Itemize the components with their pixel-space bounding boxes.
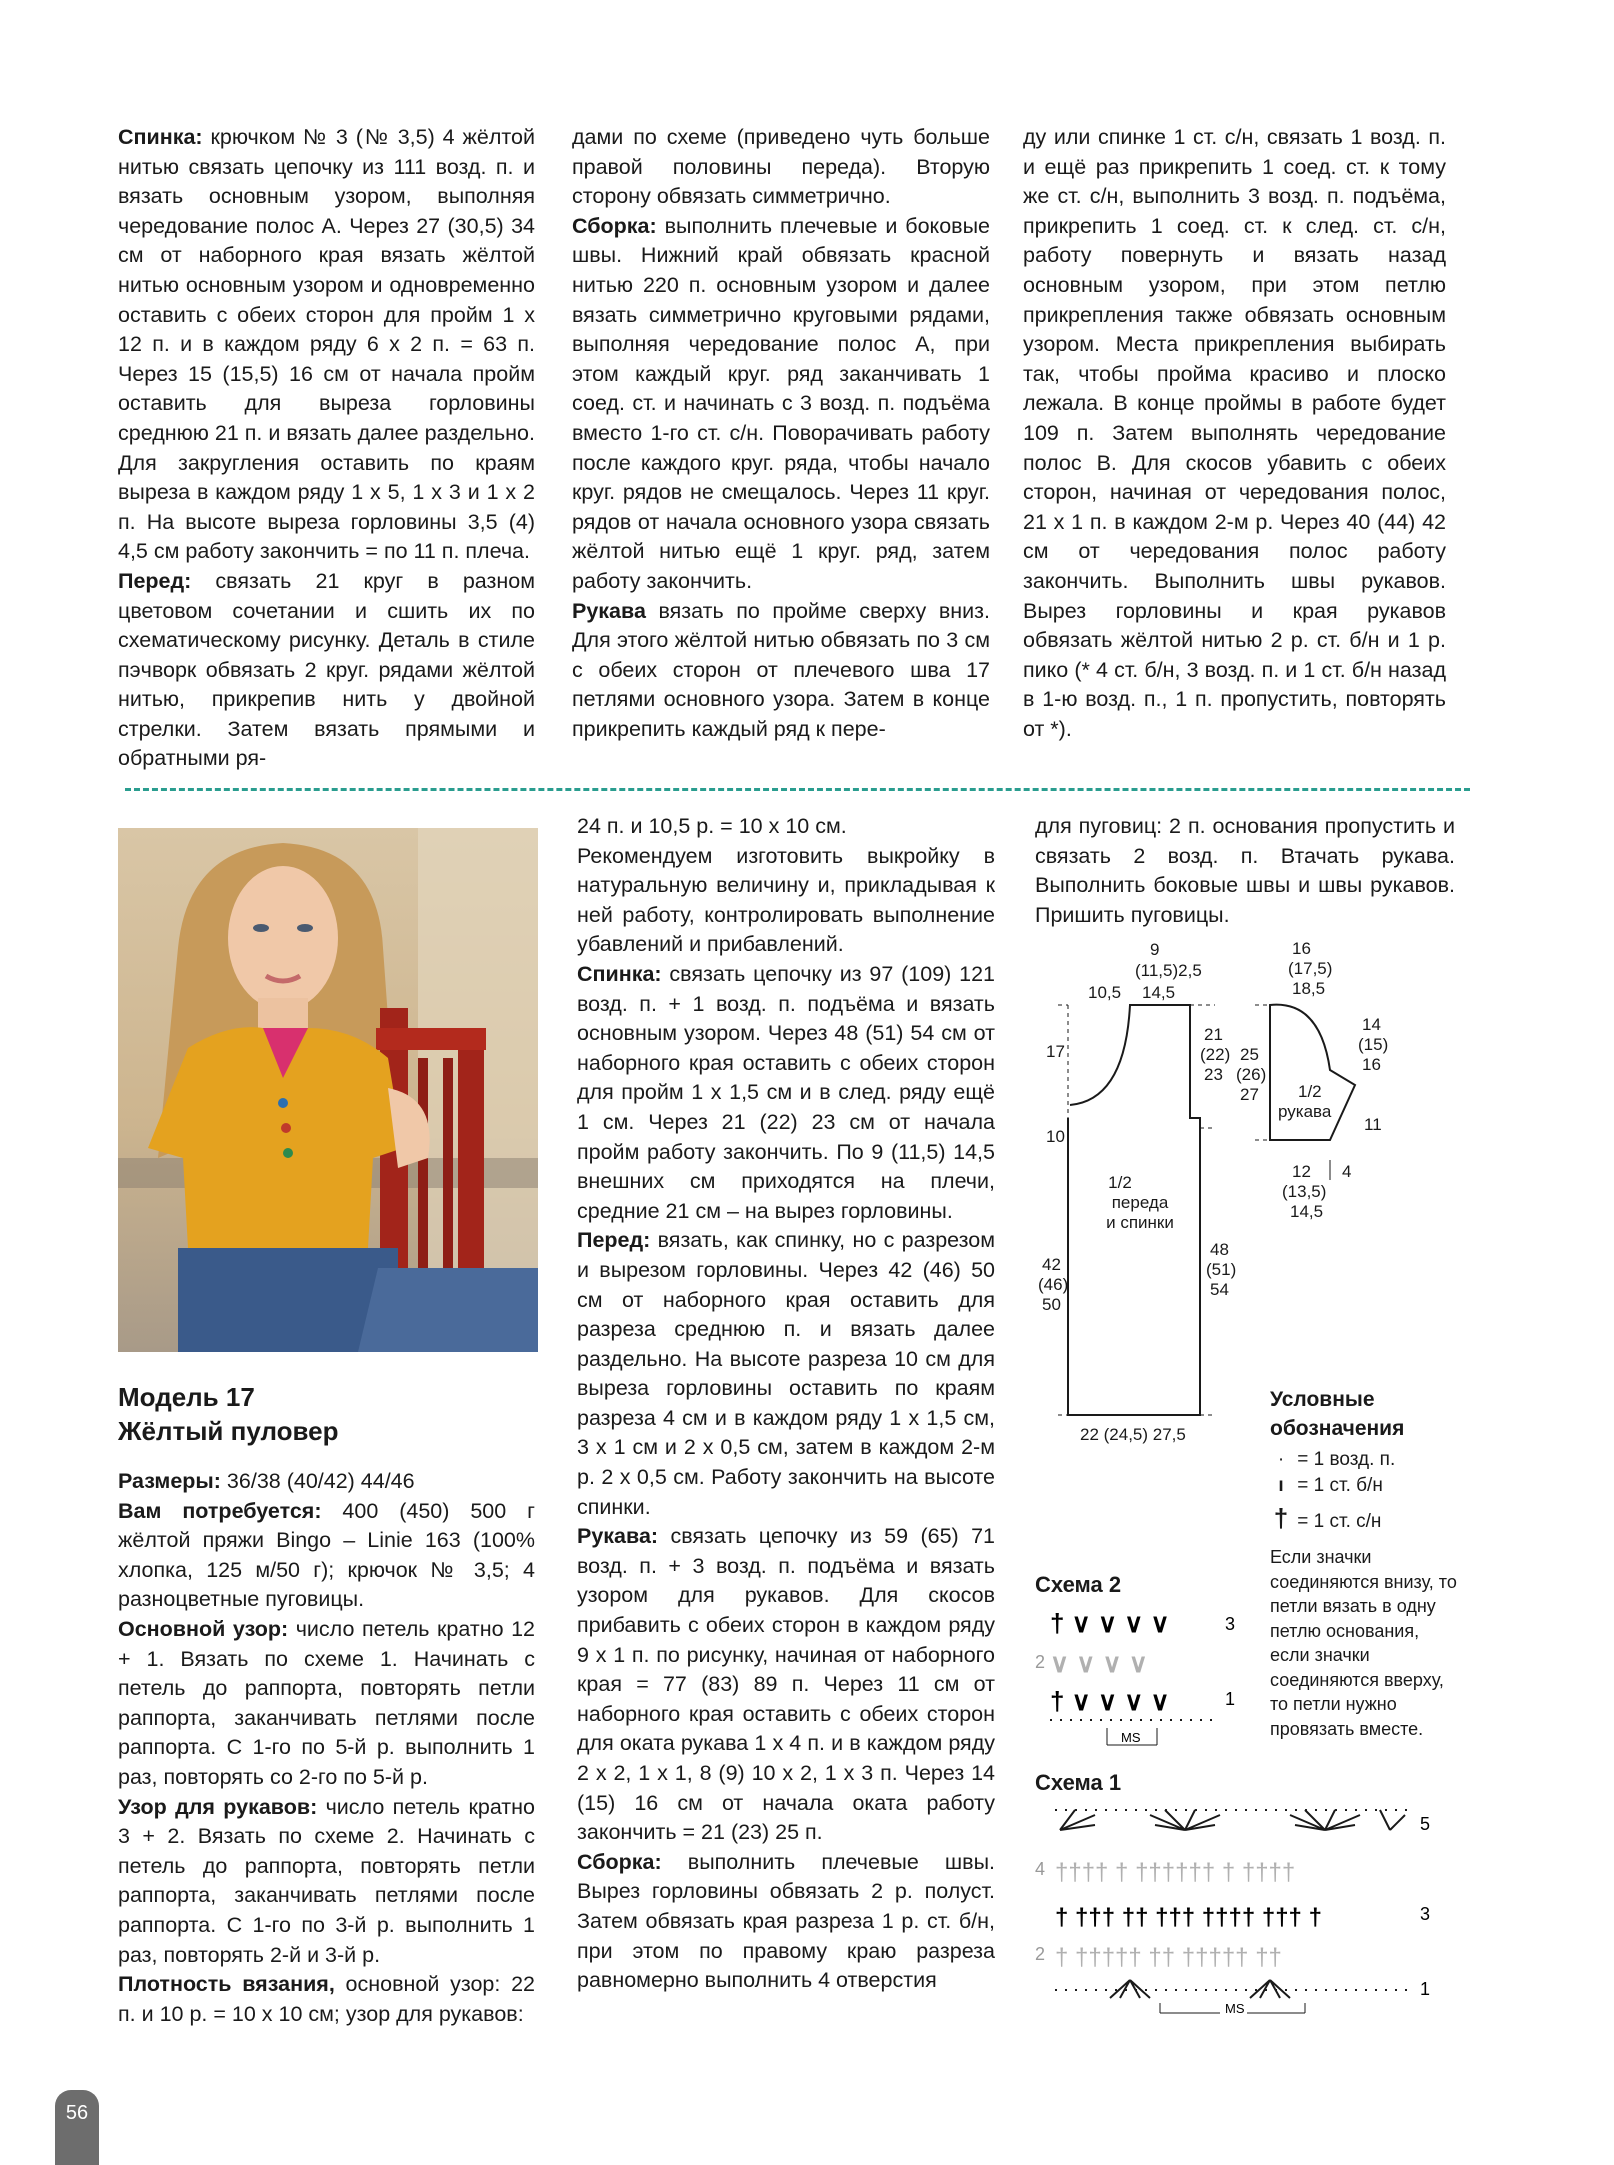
paragraph: [118, 567, 535, 774]
paragraph-text: для пуговиц: 2 п. основания пропустить и связать 2 возд. п. Втачать рукава. Выполнить боковые швы и швы рукавов. Пришить пуговицы.: [1035, 814, 1455, 927]
svg-text:переда: переда: [1111, 1193, 1169, 1212]
svg-text:3: 3: [1420, 1904, 1431, 1924]
svg-text:1: 1: [1420, 1979, 1431, 1999]
paragraph: [577, 842, 995, 960]
svg-text:† ††† †† ††† †††† ††† †: † ††† †† ††† †††† ††† †: [1055, 1904, 1322, 1931]
paragraph: [577, 812, 995, 842]
paragraph: [118, 1793, 535, 1971]
page-number: 56: [55, 2090, 99, 2165]
svg-text:(46): (46): [1038, 1275, 1069, 1294]
svg-text:†††† † †††††† † ††††: †††† † †††††† † ††††: [1055, 1859, 1296, 1886]
paragraph-heading: Вам потребуется:: [118, 1498, 322, 1523]
model-title: Модель 17 Жёлтый пуловер: [118, 1382, 339, 1446]
top-column-1: [118, 123, 535, 774]
svg-text:10,5: 10,5: [1088, 983, 1122, 1002]
paragraph: [577, 1226, 995, 1522]
svg-text:(26): (26): [1236, 1065, 1267, 1084]
paragraph-heading: Рукава:: [577, 1524, 659, 1549]
scheme-2-chart: [1035, 1600, 1255, 1750]
paragraph-heading: Рукава: [572, 598, 646, 623]
svg-text:2: 2: [1035, 1652, 1046, 1672]
paragraph-text: число петель кратно 12 + 1. Вязать по схеме 1. Начинать с петель до раппорта, повторять петли раппорта, заканчивать петлями после раппорта. С 1-го по 5-й р. выполнить 1 раз, повторять со 2-го по 5-й р.: [118, 1616, 535, 1789]
svg-text:(13,5): (13,5): [1282, 1182, 1327, 1201]
paragraph-text: 400 (450) 500 г жёлтой пряжи Bingo – Linie 163 (100% хлопка, 125 м/50 г); крючок № 3,5; 4 разноцветные пуговицы.: [118, 1498, 535, 1612]
svg-text:(17,5): (17,5): [1288, 959, 1333, 978]
svg-text:∨ ∨ ∨ ∨: ∨ ∨ ∨ ∨: [1050, 1648, 1148, 1678]
paragraph-text: крючком № 3 (№ 3,5) 4 жёлтой нитью связать цепочку из 111 возд. п. и вязать основным узором, выполняя чередование полос А. Через 27 (30,5) 34 см от наборного края вязать жёлтой нитью основным узором и одновременно оставить с обеих сторон для пройм 1 х 12 п. и в каждом ряду 6 х 2 п. = 63 п. Через 15 (15,5) 16 см от начала пройм оставить для выреза горловины среднюю 21 п. и вязать далее раздельно. Для закругления оставить по краям выреза в каждом ряду 1 х 5, 1 х 3 и 1 х 2 п. На высоте выреза горловины 3,5 (4) 4,5 см работу закончить = по 11 п. плеча.: [118, 125, 535, 564]
paragraph: [572, 123, 990, 212]
paragraph-text: 36/38 (40/42) 44/46: [220, 1469, 415, 1493]
svg-text:25: 25: [1240, 1045, 1259, 1064]
svg-text:1: 1: [1225, 1689, 1236, 1709]
svg-text:14,5: 14,5: [1290, 1202, 1324, 1221]
svg-text:и спинки: и спинки: [1106, 1213, 1174, 1232]
paragraph-text: связать цепочку из 97 (109) 121 возд. п. + 1 возд. п. подъёма и вязать основным узором. Через 48 (51) 54 см от наборного края оставить с обеих сторон для пройм 1 х 1,5 см и в след. ряду ещё 1 см. Через 21 (22) 23 см от начала пройм работу закончить. По 9 (11,5) 14,5 внешних см приходятся на плечи, средние 21 см – на вырез горловины.: [577, 961, 995, 1223]
svg-text:4: 4: [1035, 1859, 1046, 1879]
svg-text:23: 23: [1204, 1065, 1223, 1084]
double-crochet-icon: †: [1273, 1503, 1289, 1533]
paragraph-text: основной узор: 22 п. и 10 р. = 10 х 10 см; узор для рукавов:: [118, 1972, 536, 2026]
svg-text:4: 4: [1342, 1162, 1352, 1181]
paragraph-text: выполнить плечевые швы. Вырез горловины обвязать 2 р. полуст. Затем обвязать края разреза 1 р. ст. б/н, при этом по правому краю разреза равномерно выполнить 4 отверстия: [577, 1849, 995, 1993]
scheme-2-label: Схема 2: [1035, 1572, 1122, 1597]
svg-text:† ††††† †† ††††† ††: † ††††† †† ††††† ††: [1055, 1944, 1282, 1971]
bottom-column-3: [1035, 812, 1455, 930]
paragraph-heading: Основной узор:: [118, 1616, 289, 1641]
single-crochet-icon: ı: [1278, 1475, 1284, 1496]
svg-text:† ∨ ∨ ∨ ∨: † ∨ ∨ ∨ ∨: [1050, 1686, 1170, 1716]
svg-text:2: 2: [1035, 1944, 1046, 1964]
svg-text:11: 11: [1364, 1115, 1382, 1134]
svg-text:22 (24,5) 27,5: 22 (24,5) 27,5: [1080, 1425, 1186, 1444]
bottom-column-1: [118, 1467, 535, 2029]
paragraph: [118, 123, 535, 567]
svg-text:14: 14: [1362, 1015, 1381, 1034]
svg-text:21: 21: [1204, 1025, 1223, 1044]
svg-text:54: 54: [1210, 1280, 1229, 1299]
paragraph: [118, 1615, 535, 1793]
bottom-column-2: [577, 812, 995, 1996]
svg-text:42: 42: [1042, 1255, 1061, 1274]
svg-text:50: 50: [1042, 1295, 1061, 1314]
paragraph-heading: Узор для рукавов:: [118, 1794, 318, 1819]
paragraph: [577, 960, 995, 1226]
paragraph-text: связать цепочку из 59 (65) 71 возд. п. + 3 возд. п. подъёма и вязать узором для рукавов. Для скосов прибавить с обеих сторон в каждом ряду 9 х 1 п. по рисунку, начиная от наборного края = 77 (83) 89 п. Через 11 см от наборного края оставить с обеих сторон для оката рукава 1 х 4 п. и в каждом ряду 2 х 2, 1 х 1, 8 (9) 10 х 2, 1 х 3 п. Через 14 (15) 16 см от начала оката работу закончить = 21 (23) 25 п.: [577, 1524, 995, 1845]
paragraph: [118, 1970, 535, 2029]
svg-text:18,5: 18,5: [1292, 979, 1326, 998]
paragraph: [118, 1467, 535, 1497]
paragraph: [577, 1522, 995, 1848]
paragraph-text: 24 п. и 10,5 р. = 10 х 10 см.: [577, 814, 847, 838]
svg-text:10: 10: [1046, 1127, 1065, 1146]
paragraph: [572, 212, 990, 597]
svg-text:(22): (22): [1200, 1045, 1231, 1064]
paragraph-heading: Сборка:: [577, 1849, 662, 1874]
svg-text:5: 5: [1420, 1814, 1431, 1834]
top-column-2: [572, 123, 990, 744]
paragraph-heading: Перед:: [118, 568, 192, 593]
paragraph-text: дами по схеме (приведено чуть больше правой половины переда). Вторую сторону обвязать симметрично.: [572, 125, 990, 209]
paragraph: [1035, 812, 1455, 930]
paragraph-heading: Плотность вязания,: [118, 1972, 335, 1997]
paragraph: [1023, 123, 1446, 744]
top-column-3: [1023, 123, 1446, 744]
svg-text:MS: MS: [1121, 1730, 1141, 1745]
paragraph-text: ду или спинке 1 ст. с/н, связать 1 возд. п. и ещё раз прикрепить 1 соед. ст. к тому же ст. с/н, выполнить 3 возд. п. подъёма, прикрепить 1 соед. ст. к след. ст. с/н, работу повернуть и вязать назад основным узором, при этом петлю прикрепления также обвязать основным узором. Места прикрепления выбирать так, чтобы пройма красиво и плоско лежала. В конце проймы в работе будет 109 п. Затем выполнять чередование полос В. Для скосов убавить с обеих сторон, начиная от чередования полос, 21 х 1 п. в каждом 2-м р. Через 40 (44) 42 см от чередования полос работу закончить. Выполнить швы рукавов. Вырез горловины и края рукавов обвязать жёлтой нитью 2 р. ст. б/н и 1 р. пико (* 4 ст. б/н, 3 возд. п. и 1 ст. б/н назад в 1-ю возд. п., 1 п. пропустить, повторять от *).: [1023, 125, 1446, 741]
svg-text:48: 48: [1210, 1240, 1229, 1259]
svg-text:9: 9: [1150, 940, 1160, 959]
paragraph-heading: Перед:: [577, 1228, 651, 1253]
svg-text:(15): (15): [1358, 1035, 1389, 1054]
svg-text:(11,5)2,5: (11,5)2,5: [1135, 961, 1202, 980]
svg-text:(51): (51): [1206, 1260, 1237, 1279]
svg-text:3: 3: [1225, 1614, 1236, 1634]
svg-text:1/2: 1/2: [1298, 1082, 1322, 1101]
paragraph-text: Рекомендуем изготовить выкройку в натуральную величину и, прикладывая к ней работу, контролировать выполнение убавлений и прибавлений.: [577, 843, 995, 957]
paragraph-heading: Размеры:: [118, 1469, 221, 1493]
paragraph: [572, 597, 990, 745]
paragraph-text: вязать по пройме сверху вниз. Для этого жёлтой нитью обвязать по 3 см с обеих сторон от плечевого шва 17 петлями основного узора. Затем в конце прикрепить каждый ряд к пере-: [572, 598, 990, 741]
svg-text:16: 16: [1292, 940, 1311, 958]
pattern-diagram: [1030, 940, 1450, 1460]
svg-text:12: 12: [1292, 1162, 1311, 1181]
svg-text:† ∨ ∨ ∨ ∨: † ∨ ∨ ∨ ∨: [1050, 1608, 1170, 1638]
model-photo: [118, 828, 538, 1352]
chain-stitch-icon: ·: [1277, 1449, 1285, 1470]
scheme-1-chart: [1035, 1800, 1435, 2015]
paragraph-text: вязать, как спинку, но с разрезом и вырезом горловины. Через 42 (46) 50 см от наборного края оставить для разреза среднюю п. и вязать далее раздельно. На высоте разреза 10 см для выреза горловины оставить по краям разреза 4 см и в каждом ряду 1 х 1,5 см, 3 х 1 см и 2 х 0,5 см, затем в каждом 2-м р. 2 х 0,5 см. Работу закончить на высоте спинки.: [577, 1228, 995, 1519]
paragraph-heading: Сборка:: [572, 213, 657, 238]
paragraph-text: число петель кратно 3 + 2. Вязать по схеме 2. Начинать с петель до раппорта, повторять петли раппорта, заканчивать петлями после раппорта. С 1-го по 3-й р. выполнить 1 раз, повторять 2-й и 3-й р.: [118, 1794, 535, 1967]
scheme-1-label: Схема 1: [1035, 1770, 1122, 1795]
paragraph-heading: Спинка:: [118, 125, 203, 149]
svg-text:рукава: рукава: [1278, 1102, 1332, 1121]
paragraph-heading: Спинка:: [577, 961, 662, 986]
paragraph-text: связать 21 круг в разном цветовом сочетании и сшить их по схематическому рисунку. Деталь в стиле пэчворк обвязать 2 круг. рядами жёлтой нитью, прикрепив нить у двойной стрелки. Затем вязать прямыми и обратными ря-: [118, 568, 535, 771]
svg-text:14,5: 14,5: [1142, 983, 1176, 1002]
svg-text:17: 17: [1046, 1042, 1065, 1061]
svg-text:MS: MS: [1225, 2001, 1245, 2015]
svg-text:16: 16: [1362, 1055, 1381, 1074]
paragraph: [118, 1497, 535, 1615]
paragraph: [577, 1848, 995, 1996]
legend: Условные обозначения · = 1 возд. п. ı = 1 ст. б/н † = 1 ст. с/н Если значки соединяются внизу, то петли вязать в одну петлю основания, если значки соединяются вверху, то петли нужно провязать вместе.: [1270, 1388, 1457, 1739]
svg-text:27: 27: [1240, 1085, 1259, 1104]
section-divider: [125, 788, 1470, 791]
paragraph-text: выполнить плечевые и боковые швы. Нижний край обвязать красной нитью 220 п. основным узором и далее вязать симметрично круговыми рядами, выполняя чередование полос А, при этом каждый круг. ряд заканчивать 1 соед. ст. и начинать с 3 возд. п. подъёма вместо 1-го ст. с/н. Поворачивать работу после каждого круг. ряда, чтобы начало круг. рядов не смещалось. Через 11 круг. рядов от начала основного узора связать жёлтой нитью ещё 1 круг. ряд, затем работу закончить.: [572, 213, 990, 593]
svg-text:1/2: 1/2: [1108, 1173, 1132, 1192]
